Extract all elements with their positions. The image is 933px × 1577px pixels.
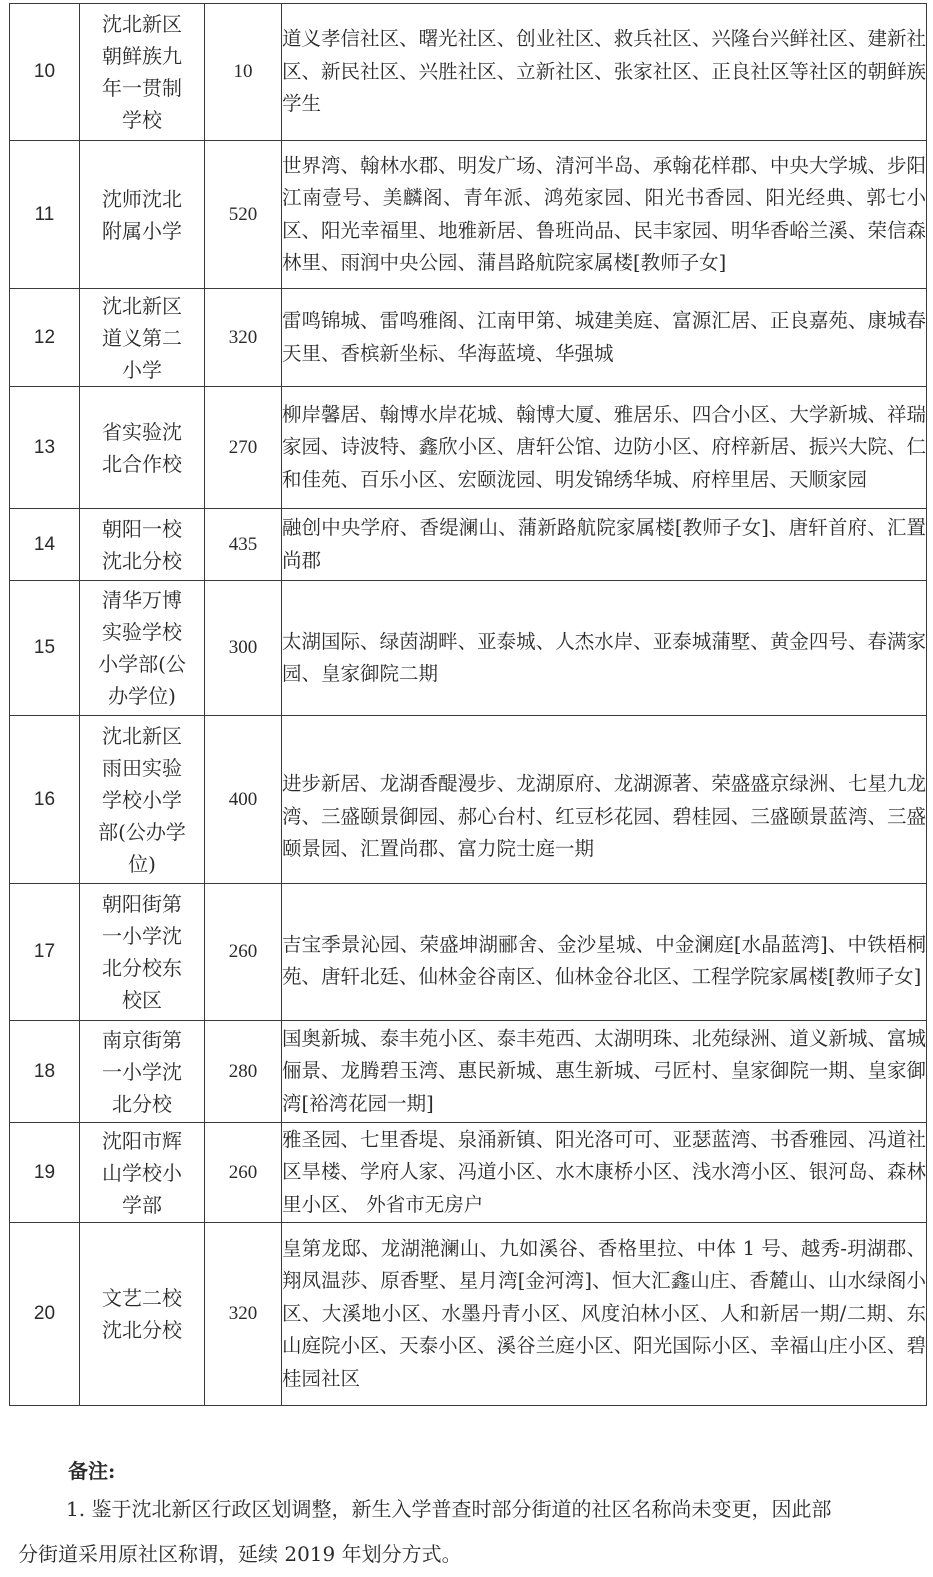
notes-title: 备注: <box>68 1459 116 1483</box>
row-number: 10 <box>10 4 80 141</box>
school-name <box>80 1021 205 1123</box>
school-name-line: 朝阳街第 <box>102 892 182 916</box>
table-row <box>10 509 927 581</box>
school-name <box>80 387 205 509</box>
school-name <box>80 1223 205 1406</box>
row-number: 14 <box>10 509 80 581</box>
row-number: 16 <box>10 716 80 884</box>
residential-area-list: 国奥新城、泰丰苑小区、泰丰苑西、太湖明珠、北苑绿洲、道义新城、富城俪景、龙腾碧玉湾、惠民新城、惠生新城、弓匠村、皇家御院一期、皇家御湾[裕湾花园一期] <box>282 1021 927 1123</box>
residential-area-list: 世界湾、翰林水郡、明发广场、清河半岛、承翰花样郡、中央大学城、步阳江南壹号、美麟阁、青年派、鸿苑家园、阳光书香园、阳光经典、郭七小区、阳光幸福里、地雅新居、鲁班尚品、民丰家园、明华香峪兰溪、荣信森林里、雨润中央公园、蒲昌路航院家属楼[教师子女] <box>282 141 927 289</box>
school-name-line: 清华万博 <box>102 588 182 612</box>
enrollment-quota: 260 <box>205 884 282 1021</box>
school-name <box>80 884 205 1021</box>
enrollment-quota: 320 <box>205 289 282 387</box>
residential-area-list: 雅圣园、七里香堤、泉涌新镇、阳光洛可可、亚瑟蓝湾、书香雅园、冯道社区旱楼、学府人家、冯道小区、水木康桥小区、浅水湾小区、银河岛、森林里小区、 外省市无房户 <box>282 1123 927 1223</box>
school-name-line: 位) <box>128 851 156 876</box>
row-number: 15 <box>10 581 80 716</box>
school-name-line: 朝鲜族九 <box>102 44 182 68</box>
school-name-line: 沈阳市辉 <box>102 1128 182 1153</box>
school-name-line: 沈北新区 <box>102 12 182 36</box>
school-name <box>80 509 205 581</box>
school-name <box>80 289 205 387</box>
table-row <box>10 1123 927 1223</box>
residential-area-list: 融创中央学府、香缇澜山、蒲新路航院家属楼[教师子女]、唐轩首府、汇置尚郡 <box>282 509 927 581</box>
school-name-line: 小学 <box>122 357 162 382</box>
table-row <box>10 716 927 884</box>
notes-section <box>18 1455 918 1577</box>
school-name-line: 小学部(公 <box>98 652 186 676</box>
school-name-line: 文艺二校 <box>102 1286 182 1310</box>
residential-area-list: 皇第龙邸、龙湖滟澜山、九如溪谷、香格里拉、中体 1 号、越秀-玥湖郡、翔凤温莎、原香墅、星月湾[金河湾]、恒大汇鑫山庄、香麓山、山水绿阁小区、大溪地小区、水墨丹青小区、风度泊林小区、人和新居一期/二期、东山庭院小区、天泰小区、溪谷兰庭小区、阳光国际小区、幸福山庄小区、碧桂园社区 <box>282 1223 927 1406</box>
table-row <box>10 289 927 387</box>
school-name-line: 一小学沈 <box>102 924 182 948</box>
school-name <box>80 1123 205 1223</box>
residential-area-list: 吉宝季景沁园、荣盛坤湖郦舍、金沙星城、中金澜庭[水晶蓝湾]、中铁梧桐苑、唐轩北廷、仙林金谷南区、仙林金谷北区、工程学院家属楼[教师子女] <box>282 884 927 1021</box>
school-name-line: 山学校小 <box>102 1160 182 1185</box>
school-name-line: 雨田实验 <box>102 755 182 780</box>
enrollment-quota: 280 <box>205 1021 282 1123</box>
residential-area-list: 雷鸣锦城、雷鸣雅阁、江南甲第、城建美庭、富源汇居、正良嘉苑、康城春天里、香槟新坐标、华海蓝境、华强城 <box>282 289 927 387</box>
school-name-line: 沈北分校 <box>102 1318 182 1342</box>
table-row <box>10 884 927 1021</box>
school-name-line: 沈北新区 <box>102 723 182 748</box>
school-name-line: 一小学沈 <box>102 1059 182 1084</box>
school-name-line: 朝阳一校 <box>102 516 182 541</box>
enrollment-quota: 435 <box>205 509 282 581</box>
residential-area-list: 道义孝信社区、曙光社区、创业社区、救兵社区、兴隆台兴鲜社区、建新社区、新民社区、兴胜社区、立新社区、张家社区、正良社区等社区的朝鲜族学生 <box>282 4 927 141</box>
school-name-line: 年一贯制 <box>102 76 182 100</box>
enrollment-quota: 400 <box>205 716 282 884</box>
school-name <box>80 4 205 141</box>
school-name <box>80 141 205 289</box>
table-row <box>10 1223 927 1406</box>
school-name-line: 沈北分校 <box>102 548 182 573</box>
row-number: 13 <box>10 387 80 509</box>
residential-area-list: 太湖国际、绿茵湖畔、亚泰城、人杰水岸、亚泰城蒲墅、黄金四号、春满家园、皇家御院二期 <box>282 581 927 716</box>
school-name <box>80 581 205 716</box>
school-name-line: 道义第二 <box>102 325 182 350</box>
row-number: 11 <box>10 141 80 289</box>
row-number: 17 <box>10 884 80 1021</box>
note-line-1: 1. 鉴于沈北新区行政区划调整，新生入学普查时部分街道的社区名称尚未变更，因此部 <box>66 1497 832 1521</box>
school-name-line: 省实验沈 <box>102 419 182 444</box>
school-name <box>80 716 205 884</box>
row-number: 18 <box>10 1021 80 1123</box>
table-row <box>10 1021 927 1123</box>
school-name-line: 办学位) <box>108 684 176 708</box>
table-row <box>10 4 927 141</box>
table-row <box>10 581 927 716</box>
school-name-line: 沈北新区 <box>102 293 182 318</box>
enrollment-quota: 270 <box>205 387 282 509</box>
school-name-line: 北合作校 <box>102 451 182 476</box>
school-name-line: 学校小学 <box>102 787 182 812</box>
row-number: 20 <box>10 1223 80 1406</box>
school-name-line: 实验学校 <box>102 620 182 644</box>
school-name-line: 北分校东 <box>102 956 182 980</box>
school-name-line: 沈师沈北 <box>102 186 182 211</box>
enrollment-quota: 300 <box>205 581 282 716</box>
enrollment-quota: 320 <box>205 1223 282 1406</box>
school-name-line: 附属小学 <box>102 218 182 243</box>
school-name-line: 校区 <box>122 988 162 1012</box>
school-name-line: 学校 <box>122 108 162 132</box>
school-name-line: 南京街第 <box>102 1027 182 1052</box>
row-number: 12 <box>10 289 80 387</box>
school-name-line: 北分校 <box>112 1091 172 1116</box>
school-name-line: 部(公办学 <box>98 819 186 844</box>
enrollment-quota: 10 <box>205 4 282 141</box>
enrollment-quota: 520 <box>205 141 282 289</box>
row-number: 19 <box>10 1123 80 1223</box>
residential-area-list: 进步新居、龙湖香醍漫步、龙湖原府、龙湖源著、荣盛盛京绿洲、七星九龙湾、三盛颐景御园、郝心台村、红豆杉花园、碧桂园、三盛颐景蓝湾、三盛颐景园、汇置尚郡、富力院士庭一期 <box>282 716 927 884</box>
note-line-2: 分街道采用原社区称谓，延续 2019 年划分方式。 <box>18 1542 462 1566</box>
school-name-line: 学部 <box>122 1192 162 1217</box>
enrollment-quota: 260 <box>205 1123 282 1223</box>
residential-area-list: 柳岸馨居、翰博水岸花城、翰博大厦、雅居乐、四合小区、大学新城、祥瑞家园、诗波特、鑫欣小区、唐轩公馆、边防小区、府梓新居、振兴大院、仁和佳苑、百乐小区、宏颐泷园、明发锦绣华城、府梓里居、天顺家园 <box>282 387 927 509</box>
table-row <box>10 141 927 289</box>
school-district-table <box>9 3 927 1406</box>
table-row <box>10 387 927 509</box>
